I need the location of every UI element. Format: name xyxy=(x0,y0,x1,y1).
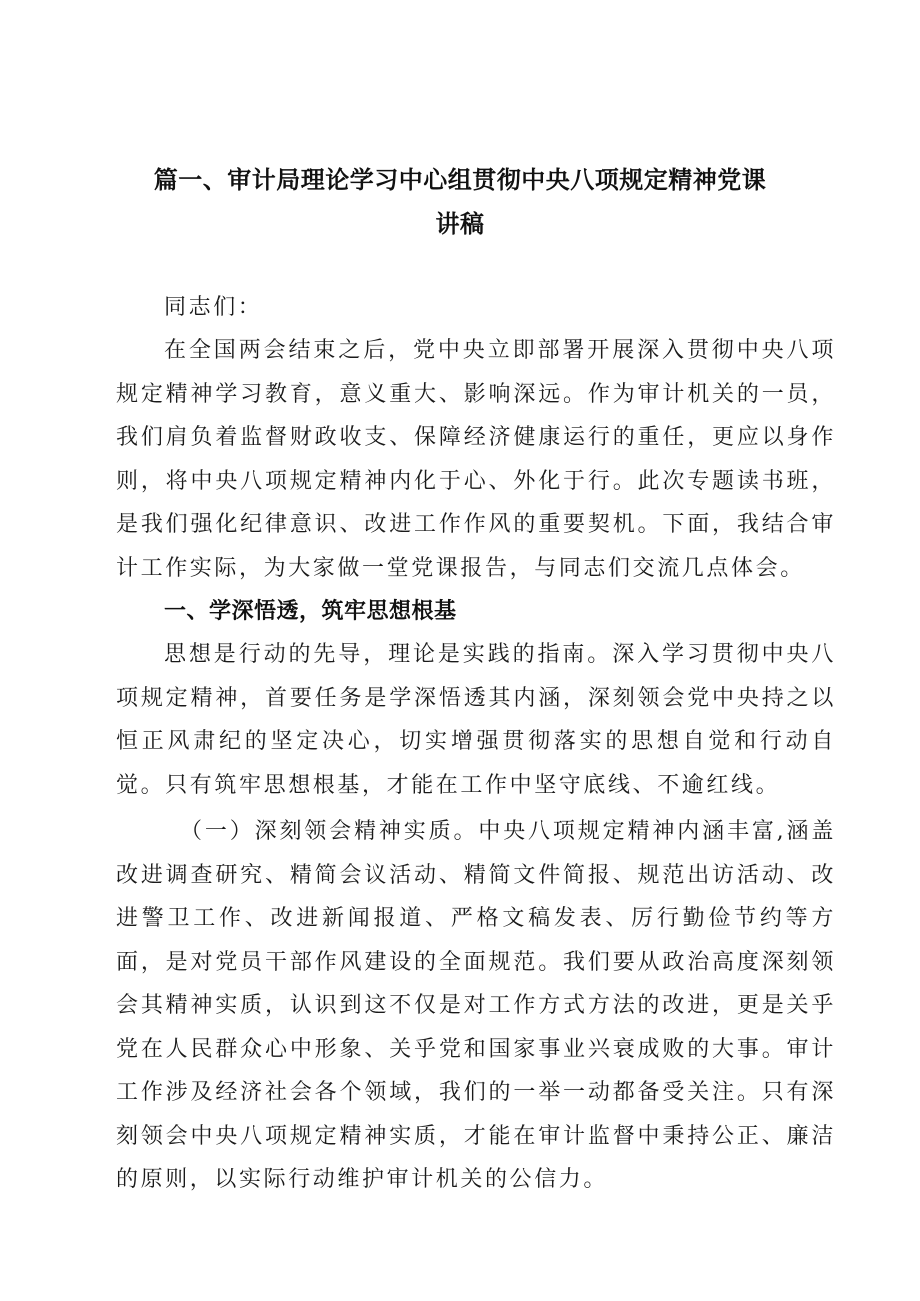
section-1-paragraph: 思想是行动的先导，理论是实践的指南。深入学习贯彻中央八项规定精神，首要任务是学深悟透其内涵，深刻领会党中央持之以恒正风肃纪的坚定决心，切实增强贯彻落实的思想自觉和行动自觉。只有筑牢思想根基，才能在工作中坚守底线、不逾红线。 xyxy=(116,642,836,798)
intro-paragraph: 在全国两会结束之后，党中央立即部署开展深入贯彻中央八项规定精神学习教育，意义重大、影响深远。作为审计机关的一员，我们肩负着监督财政收支、保障经济健康运行的重任，更应以身作则，将中央八项规定精神内化于心、外化于行。此次专题读书班，是我们强化纪律意识、改进工作作风的重要契机。下面，我结合审计工作实际，为大家做一堂党课报告，与同志们交流几点体会。 xyxy=(116,338,836,581)
document-title-line-1: 篇一、审计局理论学习中心组贯彻中央八项规定精神党课 xyxy=(153,166,767,194)
document-title-line-2: 讲稿 xyxy=(435,210,485,238)
section-1-heading: 一、学深悟透，筑牢思想根基 xyxy=(164,599,457,624)
subsection-1-paragraph: （一）深刻领会精神实质。中央八项规定精神内涵丰富,涵盖改进调查研究、精简会议活动、精简文件简报、规范出访活动、改进警卫工作、改进新闻报道、严格文稿发表、厉行勤俭节约等方面，是对党员干部作风建设的全面规范。我们要从政治高度深刻领会其精神实质，认识到这不仅是对工作方式方法的改进，更是关乎党在人民群众心中形象、关乎党和国家事业兴衰成败的大事。审计工作涉及经济社会各个领域，我们的一举一动都备受关注。只有深刻领会中央八项规定精神实质，才能在审计监督中秉持公正、廉洁的原则，以实际行动维护审计机关的公信力。 xyxy=(116,819,836,1192)
salutation: 同志们： xyxy=(164,295,263,320)
